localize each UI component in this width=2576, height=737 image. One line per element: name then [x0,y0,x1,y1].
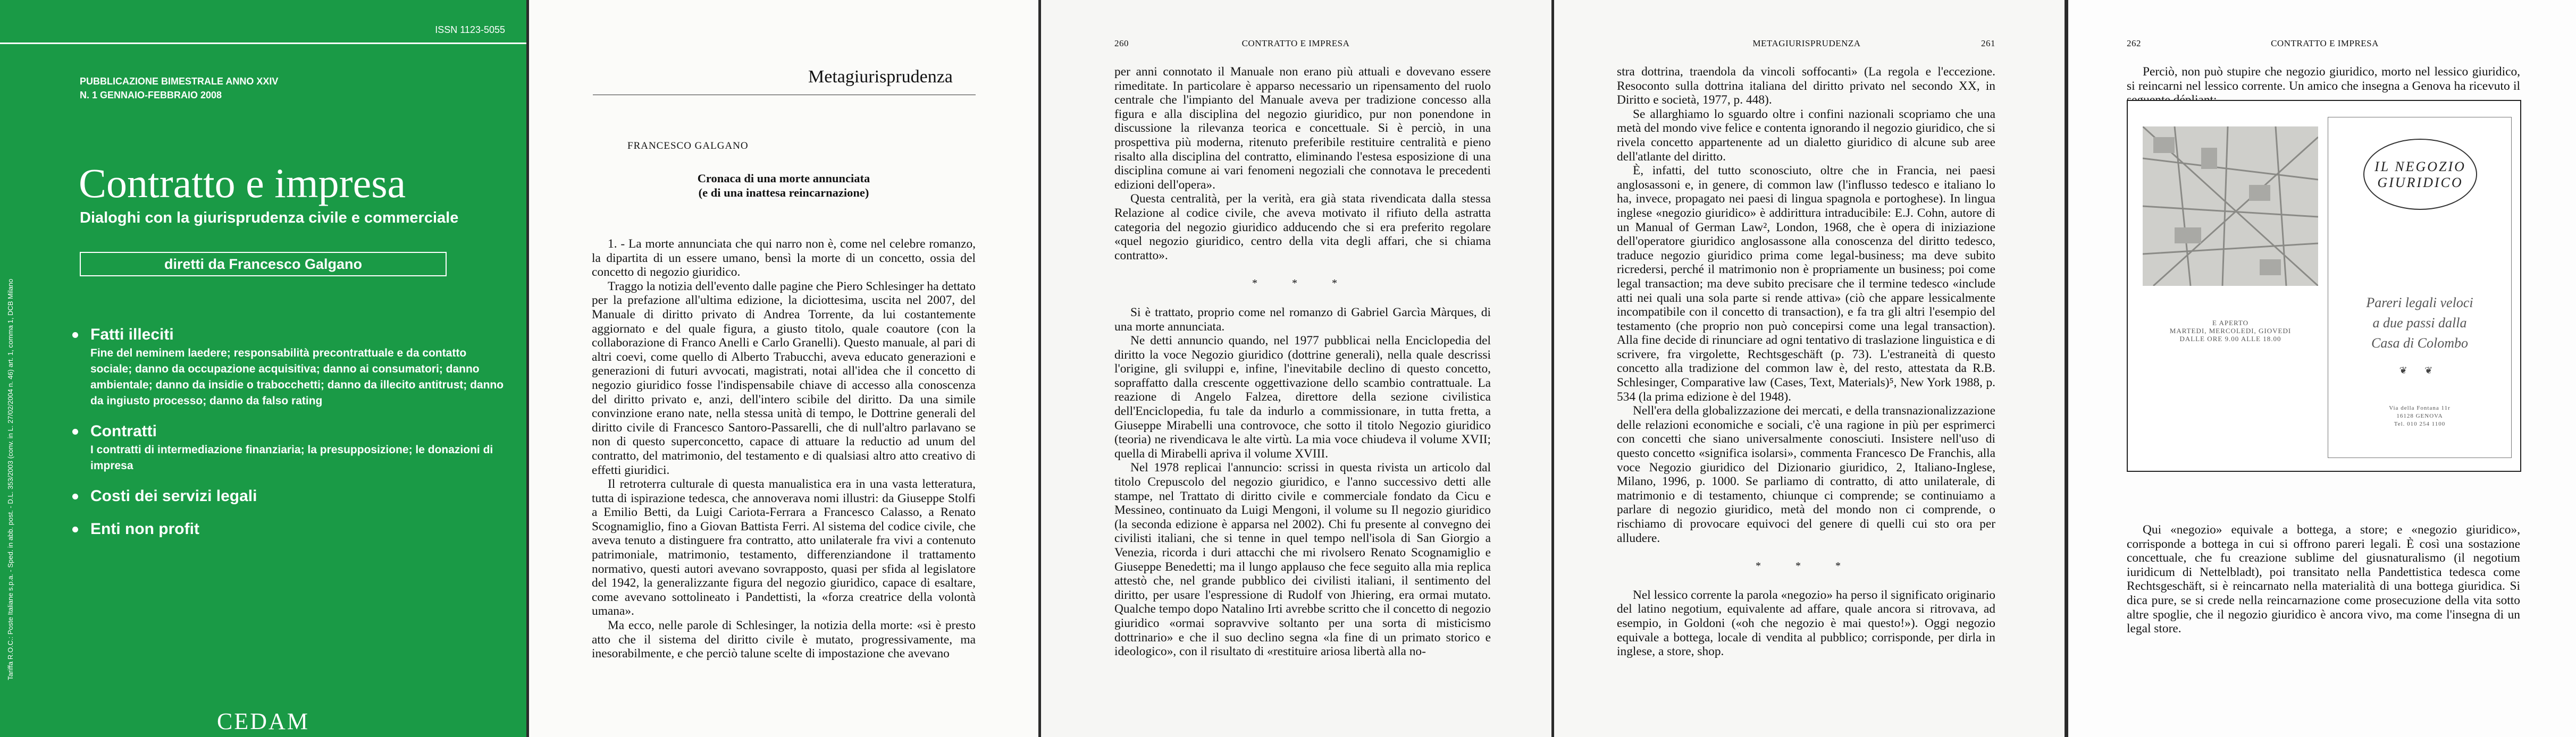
paragraph: Nel lessico corrente la parola «negozio» ha perso il significato originario del latino negotium, equivalente ad affare, quale ancora si ritrovava, ad esempio, in Goldoni («oh che negozio è mai questo!»). Oggi negozio equivale a bottega, locale di vendita al pubblico; corrisponde, per dirla in inglese, a store, shop. [1617,588,1995,659]
article-title [529,171,1038,200]
paragraph: Perciò, non può stupire che negozio giuridico, morto nel lessico giuridico, si reincarni nel lessico corrente. Un amico che insegna a Genova ha ricevuto il [2127,65,2520,93]
topic-item [69,519,505,540]
page-body [1617,65,1995,659]
running-header [2127,38,2523,49]
paragraph: per anni connotato il Manuale non erano più attuali e dovevano essere rimeditate. In particolare è apparso necessario un ripensamento del ruolo centrale che l'impianto del Manuale aveva per tradizione concesso alla figura e alla disciplina del negozio giuridico, pur non ponendone in discussione la rilevanza teorica e concettuale. Si è perciò, in una prospettiva più moderna, ritenuto preferibile restituire centralità e pieno risalto alla disciplina del contratto, eliminando l'estesa esposizione di una disciplina comune ai vari fenomeni negoziali che connotava le precedenti edizioni dell'opera». [1114,65,1491,192]
journal-subtitle: Dialoghi con la giurisprudenza civile e commerciale [80,209,459,226]
hours-text [2148,319,2313,343]
journal-title: Contratto e impresa [79,160,406,206]
page-number: 262 [2127,38,2141,48]
page-260 [1041,0,1551,737]
paragraph: Ma ecco, nelle parole di Schlesinger, la notizia della morte: «si è presto atto che il sistema del diritto civile è mutato, progressivamente, ma inesorabilmente, e che perciò talune scelte di impostazione che avevano [592,619,976,661]
journal-cover [0,0,526,737]
address-text [2334,404,2506,428]
topic-item [69,486,505,507]
topic-desc: I contratti di intermediazione finanziaria; la presupposizione; le donazioni di impresa [90,444,493,472]
topic-head: Costi dei servizi legali [90,487,257,505]
section-break: * * * [1756,560,1857,572]
city-map-illustration [2143,126,2318,286]
paragraph: Questa centralità, per la verità, era già stata rivendicata dalla stessa Relazione al codice civile, che aveva motivato il rifiuto della astratta categoria del negozio giuridico adducendo che si era preferito regolare «quel negozio giuridico, centro della vita degli affari, che si chiama contratto». [1114,192,1491,262]
paragraph: Qui «negozio» equivale a bottega, a store; e «negozio giuridico», corrisponde a bottega in cui si offrono pareri legali. È così una sostazione concettuale, che fu creazione sublime del giusnaturalismo (il negotium iuridicum di Nettelbladt), poi transitato nella Pandettistica tedesca come Rechtsgeschäft, si è reincarnato nella materialità di una bottega giuridica. Si dica pure, se si crede nella reincarnazione come prosecuzione della vita sotto altre spoglie, che il negozio giuridico è ancora vivo, ma come l'insegna di un legal store. [2127,523,2520,636]
address-line: 16128 GENOVA [2396,413,2443,419]
paragraph: Nell'era della globalizzazione dei mercati, e della transnazionalizzazione delle relazioni economiche e sociali, c'è una ragione in più per esprimerci con concetti che siano universalmente conosciuti. Insistere nell'uso di questo concetto «significa isolarsi», commenta Francesco De Franchis, alla voce Negozio giuridico del Dizionario giuridico, 2, Italiano-Inglese, Milano, 1996, p. 1000. Se parliamo di contratto, di atto unilaterale, di matrimonio e di testamento, chiunque ci comprende; se continuiamo a parlare di negozio giuridico, metà del mondo non ci comprende, o rischiamo di provocare equivoci del genere di quelli cui sto ora per alludere. [1617,404,1995,545]
hours-line: E APERTO [2212,319,2249,327]
map-lines [2143,126,2318,286]
publication-info [80,74,278,102]
topic-desc: Fine del neminem laedere; responsabilità precontrattuale e da contatto sociale; danno da occupazione acquisitiva; danno ai consumatori; danno ambientale; danno da insidie o trabocchetti; danno da illecito antitrust; danno da ingiusto processo; danno da falso rating [90,347,504,407]
topic-head: Contratti [90,422,157,440]
depliant-tagline [2328,293,2511,353]
hours-line: MARTEDI, MERCOLEDI, GIOVEDI [2169,327,2292,335]
page-body [2127,523,2520,636]
tagline-line: a due passi dalla [2372,315,2467,331]
paragraph: 1. - La morte annunciata che qui narro non è, come nel celebre romanzo, la dipartita di un essere umano, bensì la morte di un concetto, ossia del concetto di negozio giuridico. [592,237,976,279]
issn: ISSN 1123-5055 [435,24,505,35]
paragraph: È, infatti, del tutto sconosciuto, oltre che in Francia, nei paesi anglosassoni e, in genere, di common law (l'influsso tedesco e italiano lo ha, invece, propagato nei paesi di lingua spagnola e portoghese). In lingua inglese «negozio giuridico» è addirittura intraducibile: E.J. Cohn, autore di un Manual of German Law², London, 1968, che è opera di iniziazione dell'operatore giuridico anglosassone alla conoscenza del diritto tedesco, traduce negozio giuridico prima come legal-business; ma deve subito ricredersi, perché il matrimonio non è propriamente un business; poi come legal transaction; ma deve subito precisare che il termine tedesco «include atti nei quali una sola parte si rende attiva» (ciò che appare lessicalmente incompatibile con il concetto di transaction), e fa tra gli altri l'esempio del testamento (che proprio non può concepirsi come una legal transaction). Alla fine decide di rinunciare ad ogni tentativo di traslazione linguistica e di scrivere, fra virgolette, Rechtsgeschäft (p. 73). L'estraneità di questo concetto alla tradizione del common law è, del resto, attestata da R.B. Schlesinger, Comparative law (Cases, Text, Materials)⁵, New York 1988, p. 534 (la prima edizione è del 1948). [1617,164,1995,404]
address-line: Via della Fontana 11r [2389,405,2451,411]
paragraph: Nel 1978 replicai l'annuncio: scrissi in questa rivista un articolo dal titolo Crepuscolo del negozio giuridico, e l'anno successivo detti alle stampe, nel Trattato di diritto civile e commerciale fondato da Cicu e Messineo, continuato da Luigi Mengoni, il volume su Il negozio giuridico (la seconda edizione è apparsa nel 2002). Chi fu presente al convegno dei civilisti italiani, che si tenne in quel tempo nell'isola di San Giorgio a Venezia, ricorda i duri attacchi che mi rivolsero Renato Scognamiglio e Giuseppe Benedetti; ma il lungo applauso che fece seguito alla mia replica attestò che, nel grande pubblico dei civilisti italiani, il sentimento del diritto, per usare l'espressione di Rudolf von Jhiering, era ormai mutato. Qualche tempo dopo Natalino Irti avrebbe scritto che il concetto di negozio giuridico «ormai sopravvive soltanto per una sorta di misticismo dottrinario» e che il suo declino segna «la fine di un primato storico e ideologico», con il risultato di «restituire ariosa libertà alla no- [1114,461,1491,659]
section-title: Metagiurisprudenza [808,67,953,87]
topics-list [69,324,505,552]
paragraph: stra dottrina, traendola da vincoli soffocanti» (La regola e l'eccezione. Resoconto sulla dottrina italiana del diritto privato nel secondo XX, in Diritto e società, 1977, p. 448). [1617,65,1995,107]
depliant-right-panel [2328,117,2512,458]
running-header [1114,38,1477,49]
running-head: CONTRATTO E IMPRESA [1241,38,1350,48]
shop-seal-logo [2363,139,2477,210]
director-box: diretti da Francesco Galgano [80,252,447,276]
article-body [592,237,976,661]
seal-text: IL NEGOZIO GIURIDICO [2374,159,2466,190]
paragraph: Ne detti annuncio quando, nel 1977 pubblicai nella Enciclopedia del diritto la voce Negozio giuridico (dottrine generali), nella quale descrissi l'origine, gli sviluppi e, infine, l'inevitabile declino di questo concetto, sopraffatto dalla crescente oggettivazione dello scambio contrattuale. La reazione di Angelo Falzea, direttore della sezione civilistica dell'Enciclopedia, fu tale da indurlo a commissionare, in tutta fretta, a Giuseppe Mirabelli una controvoce, che sotto il titolo Negozio giuridico (teoria) ne rivendicava le alte virtù. La mia voce chiudeva il volume XVII; quella di Mirabelli apriva il volume XVIII. [1114,334,1491,461]
topic-head: Fatti illeciti [90,326,174,343]
article-author: FRANCESCO GALGANO [627,140,749,151]
hours-line: DALLE ORE 9.00 ALLE 18.00 [2179,335,2281,343]
depliant-image [2127,100,2521,472]
postal-note-text: Tariffa R.O.C.: Poste Italiane s.p.a. - Sped. in abb. post. - D.L. 353/2003 (conv. in L. 27/02/2004 n. 46) art. 1, comma 1, DCB Milano [6,278,14,680]
publication-line: PUBBLICAZIONE BIMESTRALE ANNO XXIV [80,76,279,87]
paragraph: Il retroterra culturale di questa manualistica era in una vasta letteratura, tutta di ispirazione tedesca, che annoverava nomi illustri: da Giuseppe Stolfi a Emilio Betti, da Luigi Cariota-Ferrara a Francesco Calasso, a Renato Scognamiglio, fino a Giovan Battista Ferri. Al sistema del codice civile, che aveva tenuto a distinguere fra contratto, atto unilaterale fra vivi a contenuto patrimoniale, matrimonio, testamento, differenziandone il trattamento normativo, questi autori avevano sovrapposto, quasi per sfida al legislatore del 1942, la generalizzante figura del negozio giuridico, capace di esaltare, come avevano sottolineato i Pandettisti, la «forza creatrice della volontà umana». [592,477,976,619]
section-break: * * * [1252,277,1353,290]
page-body [1114,65,1491,659]
tagline-line: Casa di Colombo [2371,335,2469,351]
article-title-line: Cronaca di una morte annunciata [697,172,870,185]
ornament-icon: ❦ ❦ [2399,365,2440,376]
paragraph: Traggo la notizia dell'evento dalle pagine che Piero Schlesinger ha dettato per la prefazione all'ultima edizione, la diciottesima, uscita nel 2007, del Manuale di diritto privato di Andrea Torrente, da lui costantemente aggiornato e del quale figura, a giusto titolo, quale coautore (con la collaborazione di Franco Anelli e Carlo Granelli). Questo manuale, al pari di altri coevi, come quello di Alberto Trabucchi, aveva educato generazioni e generazioni di futuri avvocati, magistrati, notai all'idea che il concetto di negozio giuridico fosse l'indispensabile chiave di accesso alla conoscenza del diritto privato e, anzi, dell'intero scibile del diritto. Da una simile convinzione erano nate, nella stessa unità di tempo, le Dottrine generali del diritto civile di Francesco Santoro-Passarelli, che di null'altro parlavano se non di questo superconcetto, capace di attuare la reductio ad unum del contratto, del matrimonio, del testamento e di qualsiasi altro atto creativo di effetti giuridici. [592,279,976,477]
article-first-page [529,0,1038,737]
running-head: METAGIURISPRUDENZA [1752,38,1861,48]
page-number: 261 [1981,38,1995,48]
article-subtitle-line: (e di una inattesa reincarnazione) [698,186,869,199]
topic-head: Enti non profit [90,520,199,538]
page-261 [1554,0,2065,737]
cover-top-rule [0,43,526,44]
page-number: 260 [1114,38,1129,48]
page-262 [2068,0,2576,737]
topic-item [69,324,505,409]
paragraph: Se allarghiamo lo sguardo oltre i confini nazionali scopriamo che una metà del mondo vive felice e contenta ignorando il negozio giuridico, che si rivela concetto appartenente ad un dialetto giuridico di alcune sub aree dell'atlante del diritto. [1617,107,1995,164]
postal-note [4,278,15,680]
depliant-left-panel [2143,126,2318,445]
tagline-line: Pareri legali veloci [2366,295,2473,310]
issue-line: N. 1 GENNAIO-FEBBRAIO 2008 [80,90,222,100]
publisher-logo: CEDAM [217,708,309,734]
address-line: Tel. 010 254 1100 [2394,421,2446,427]
running-header [1618,38,1995,49]
topic-item [69,421,505,474]
running-head: CONTRATTO E IMPRESA [2271,38,2379,48]
paragraph: Si è trattato, proprio come nel romanzo di Gabriel Garcìa Màrques, di una morte annunciata. [1114,305,1491,334]
